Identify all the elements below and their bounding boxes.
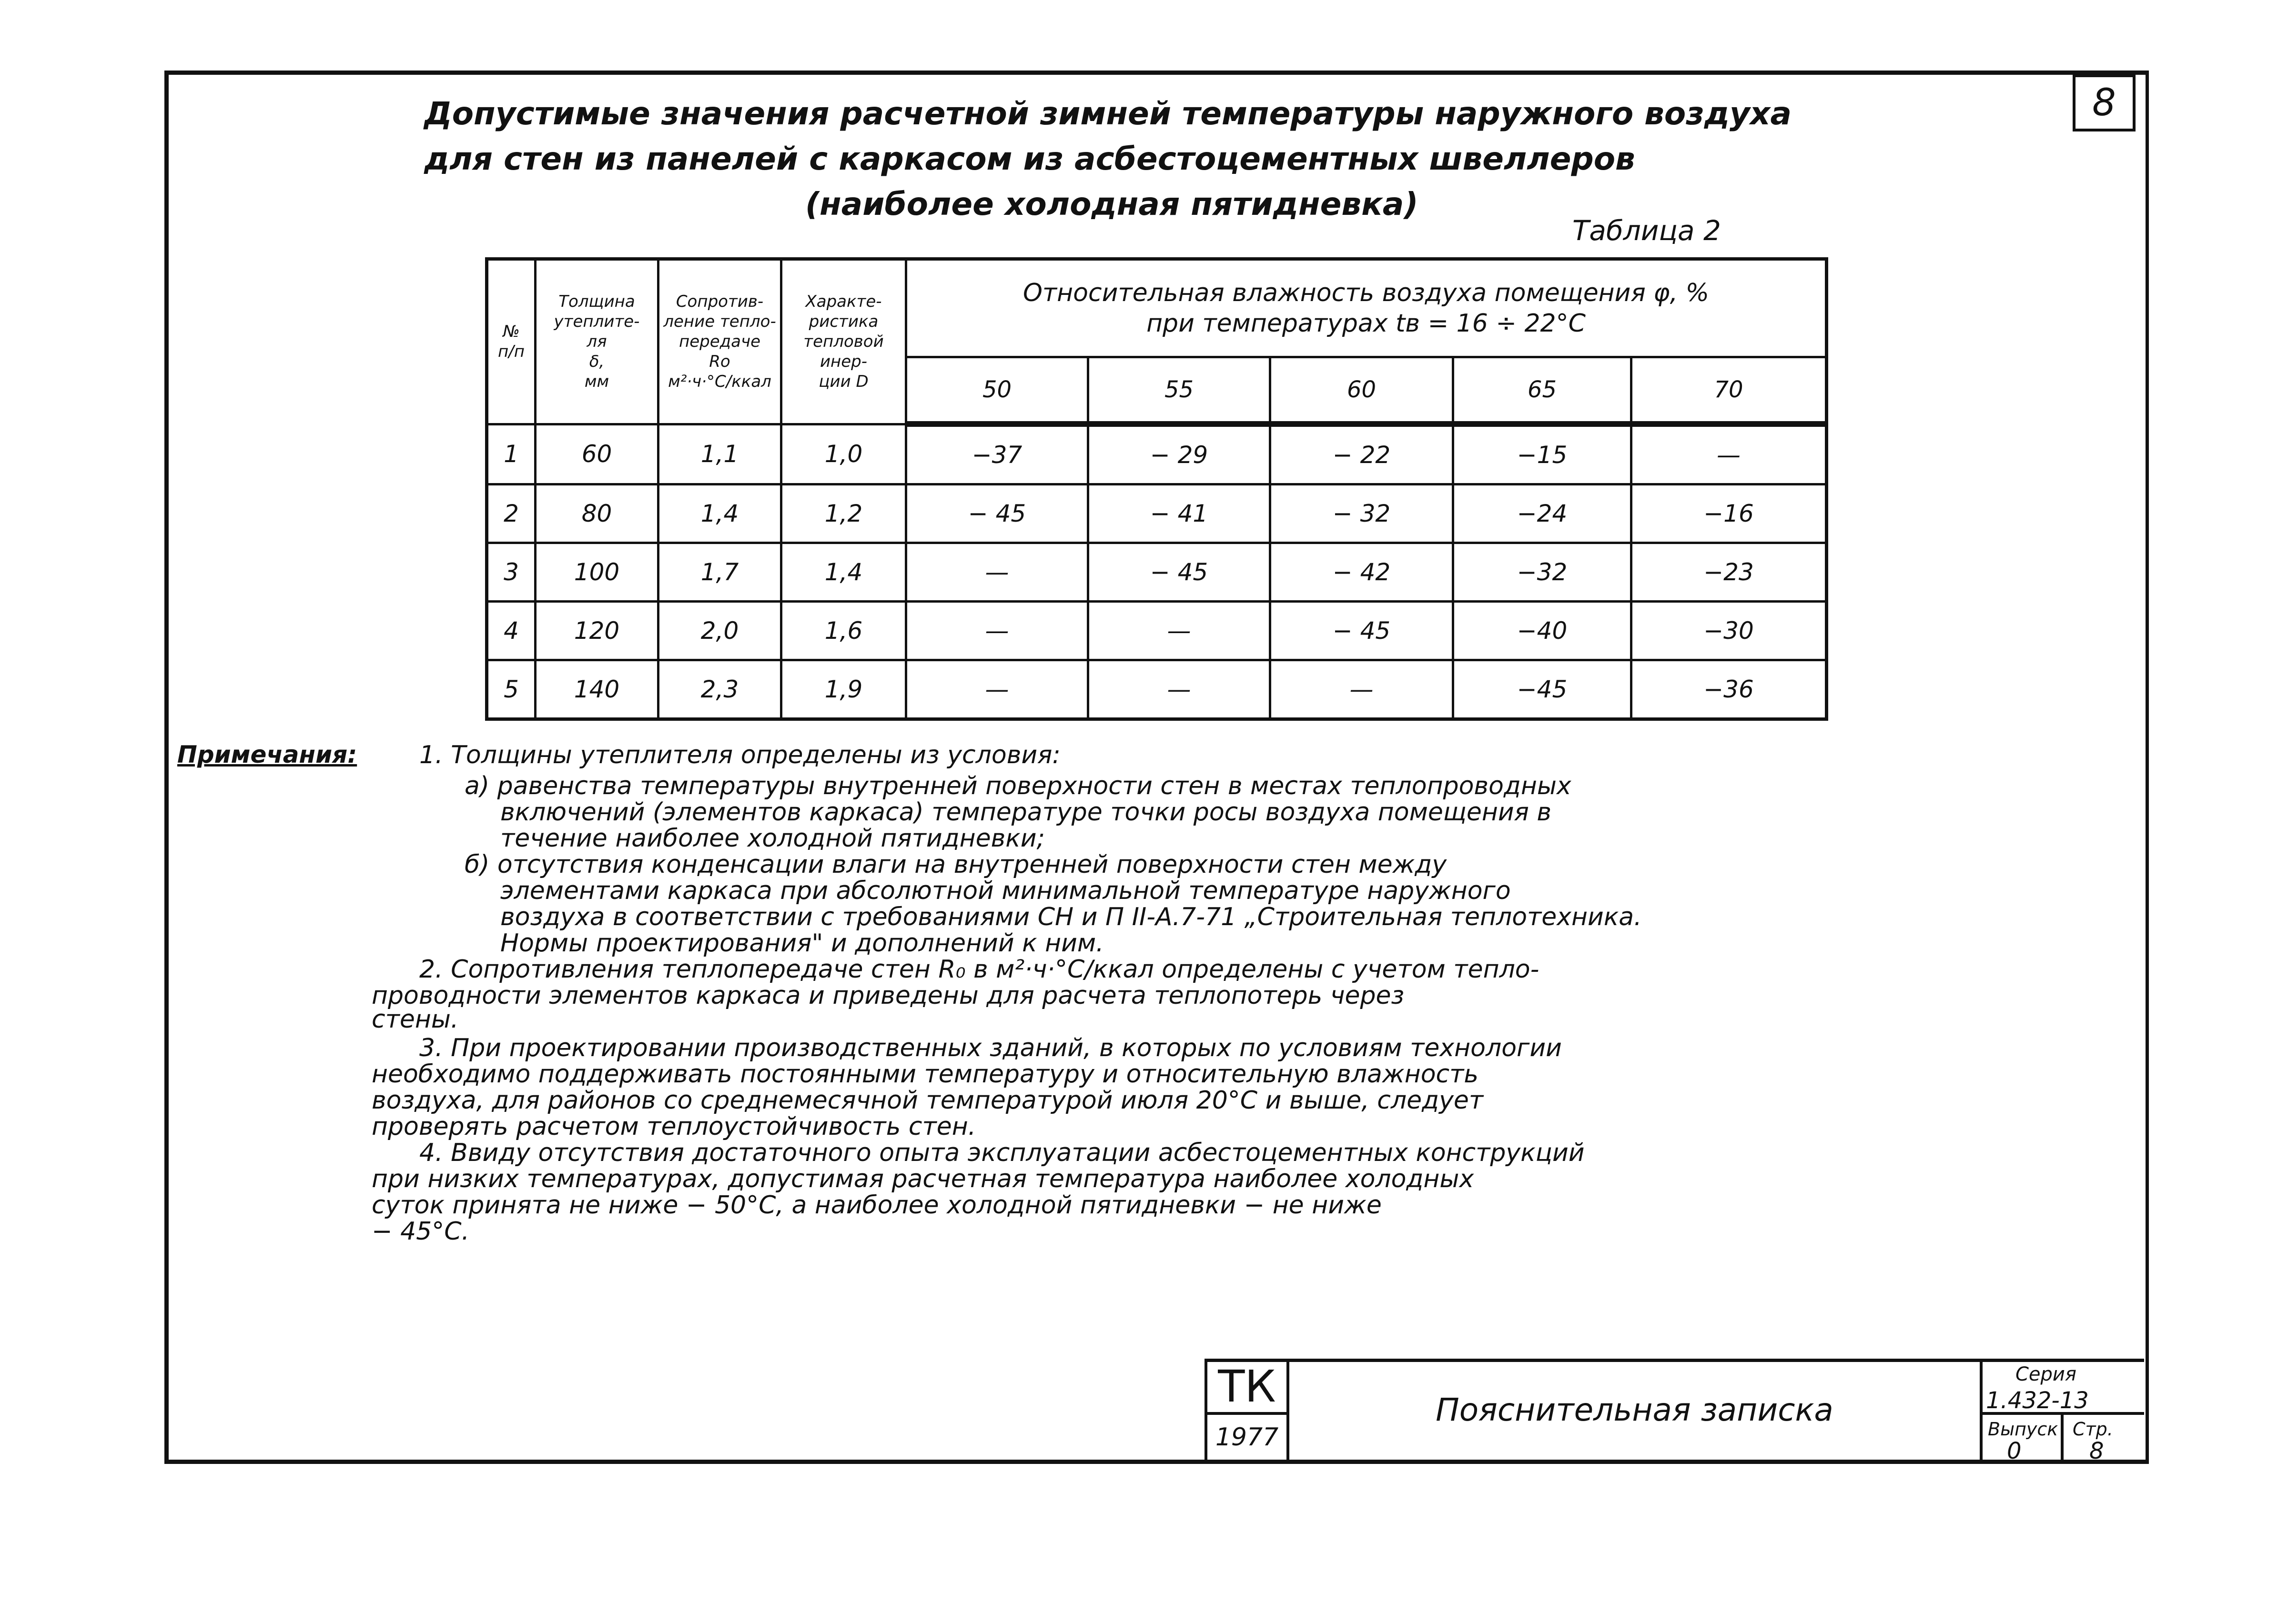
note-line: проводности элементов каркаса и приведены для расчета теплопотерь через — [372, 981, 1405, 1010]
cell-value: − 32 — [1270, 484, 1453, 543]
cell-value: — — [906, 602, 1088, 660]
humidity-col-70: 70 — [1631, 357, 1827, 424]
cell-thickness: 100 — [536, 543, 658, 602]
table-row — [487, 543, 1827, 602]
cell-value: — — [1088, 602, 1270, 660]
note-line: Нормы проектирования" и дополнений к ним. — [500, 929, 1104, 958]
title-line-3: (наиболее холодная пятидневка) — [805, 186, 1418, 222]
cell-num: 5 — [487, 660, 536, 719]
cell-num: 3 — [487, 543, 536, 602]
header-num: № п/п — [487, 259, 536, 424]
humidity-col-55: 55 — [1088, 357, 1270, 424]
cell-resistance: 1,7 — [658, 543, 781, 602]
humidity-col-65: 65 — [1453, 357, 1631, 424]
header-humidity: Относительная влажность воздуха помещения φ, % при температурах tв = 16 ÷ 22°С — [906, 259, 1827, 357]
note-line: суток принята не ниже − 50°С, а наиболее холодной пятидневки − не ниже — [372, 1191, 1382, 1220]
title-line-2: для стен из панелей с каркасом из асбестоцементных швеллеров — [424, 141, 1635, 177]
title-block-issue-label: Выпуск — [1988, 1419, 2058, 1440]
cell-value: −16 — [1631, 484, 1827, 543]
title-block-series-label: Серия — [2015, 1363, 2076, 1385]
note-line: б) отсутствия конденсации влаги на внутренней поверхности стен между — [465, 850, 1447, 879]
note-line: включений (элементов каркаса) температуре точки росы воздуха помещения в — [500, 798, 1552, 827]
title-block-year: 1977 — [1205, 1415, 1289, 1464]
cell-value: − 22 — [1270, 424, 1453, 484]
note-line: воздуха в соответствии с требованиями СН и П II-А.7-71 „Строительная теплотехника. — [500, 903, 1642, 931]
note-line: при низких температурах, допустимая расчетная температура наиболее холодных — [372, 1165, 1474, 1193]
cell-thickness: 140 — [536, 660, 658, 719]
cell-value: −45 — [1453, 660, 1631, 719]
cell-value: − 29 — [1088, 424, 1270, 484]
header-row-1 — [487, 259, 1827, 357]
cell-value: — — [1088, 660, 1270, 719]
cell-value: − 45 — [1270, 602, 1453, 660]
note-line: а) равенства температуры внутренней поверхности стен в местах теплопроводных — [465, 772, 1571, 800]
note-line: − 45°С. — [372, 1217, 470, 1246]
cell-value: − 42 — [1270, 543, 1453, 602]
title-block-doc-title: Пояснительная записка — [1289, 1359, 1983, 1464]
note-line: стены. — [372, 1005, 459, 1034]
title-block-page-label: Стр. — [2073, 1419, 2113, 1440]
cell-inertia: 1,6 — [781, 602, 906, 660]
cell-inertia: 1,2 — [781, 484, 906, 543]
cell-thickness: 120 — [536, 602, 658, 660]
cell-value: −32 — [1453, 543, 1631, 602]
table-row — [487, 424, 1827, 484]
note-line: 3. При проектировании производственных зданий, в которых по условиям технологии — [419, 1034, 1562, 1062]
cell-value: − 41 — [1088, 484, 1270, 543]
note-line: необходимо поддерживать постоянными температуру и относительную влажность — [372, 1060, 1479, 1089]
cell-value: — — [1270, 660, 1453, 719]
title-line-1: Допустимые значения расчетной зимней температуры наружного воздуха — [424, 95, 1792, 132]
cell-resistance: 1,1 — [658, 424, 781, 484]
cell-value: — — [906, 660, 1088, 719]
cell-num: 1 — [487, 424, 536, 484]
notes-label: Примечания: — [177, 741, 357, 768]
cell-resistance: 2,3 — [658, 660, 781, 719]
cell-value: — — [1631, 424, 1827, 484]
title-block-page-value: 8 — [2089, 1438, 2104, 1464]
cell-num: 4 — [487, 602, 536, 660]
cell-value: − 45 — [1088, 543, 1270, 602]
header-inertia: Характе- ристика тепловой инер- ции D — [781, 259, 906, 424]
cell-resistance: 2,0 — [658, 602, 781, 660]
cell-value: −36 — [1631, 660, 1827, 719]
cell-value: — — [906, 543, 1088, 602]
cell-resistance: 1,4 — [658, 484, 781, 543]
title-block-org: ТК — [1205, 1359, 1289, 1415]
cell-value: − 45 — [906, 484, 1088, 543]
note-line: элементами каркаса при абсолютной минимальной температуре наружного — [500, 877, 1511, 905]
cell-value: −30 — [1631, 602, 1827, 660]
title-block-series-value: 1.432-13 — [1986, 1387, 2089, 1414]
cell-num: 2 — [487, 484, 536, 543]
table-row — [487, 660, 1827, 719]
cell-value: −40 — [1453, 602, 1631, 660]
title-block-issue-value: 0 — [2007, 1438, 2022, 1464]
cell-value: −37 — [906, 424, 1088, 484]
sheet-number: 8 — [2073, 74, 2136, 131]
note-line: 1. Толщины утеплителя определены из условия: — [419, 741, 1061, 769]
cell-thickness: 60 — [536, 424, 658, 484]
note-line: течение наиболее холодной пятидневки; — [500, 824, 1045, 853]
humidity-col-60: 60 — [1270, 357, 1453, 424]
cell-inertia: 1,0 — [781, 424, 906, 484]
note-line: 2. Сопротивления теплопередаче стен R₀ в м²·ч·°С/ккал определены с учетом тепло- — [419, 955, 1539, 984]
note-line: 4. Ввиду отсутствия достаточного опыта эксплуатации асбестоцементных конструкций — [419, 1139, 1585, 1167]
cell-value: −24 — [1453, 484, 1631, 543]
note-line: воздуха, для районов со среднемесячной температурой июля 20°С и выше, следует — [372, 1086, 1484, 1115]
cell-value: −23 — [1631, 543, 1827, 602]
table-label: Таблица 2 — [1572, 214, 1721, 247]
cell-value: −15 — [1453, 424, 1631, 484]
header-thickness: Толщина утеплите- ля δ, мм — [536, 259, 658, 424]
data-table — [485, 257, 1828, 721]
header-resistance: Сопротив- ление тепло- передаче Ro м²·ч·°С/ккал — [658, 259, 781, 424]
cell-inertia: 1,4 — [781, 543, 906, 602]
table-row — [487, 602, 1827, 660]
table-row — [487, 484, 1827, 543]
note-line: проверять расчетом теплоустойчивость стен. — [372, 1112, 976, 1141]
humidity-col-50: 50 — [906, 357, 1088, 424]
cell-inertia: 1,9 — [781, 660, 906, 719]
cell-thickness: 80 — [536, 484, 658, 543]
